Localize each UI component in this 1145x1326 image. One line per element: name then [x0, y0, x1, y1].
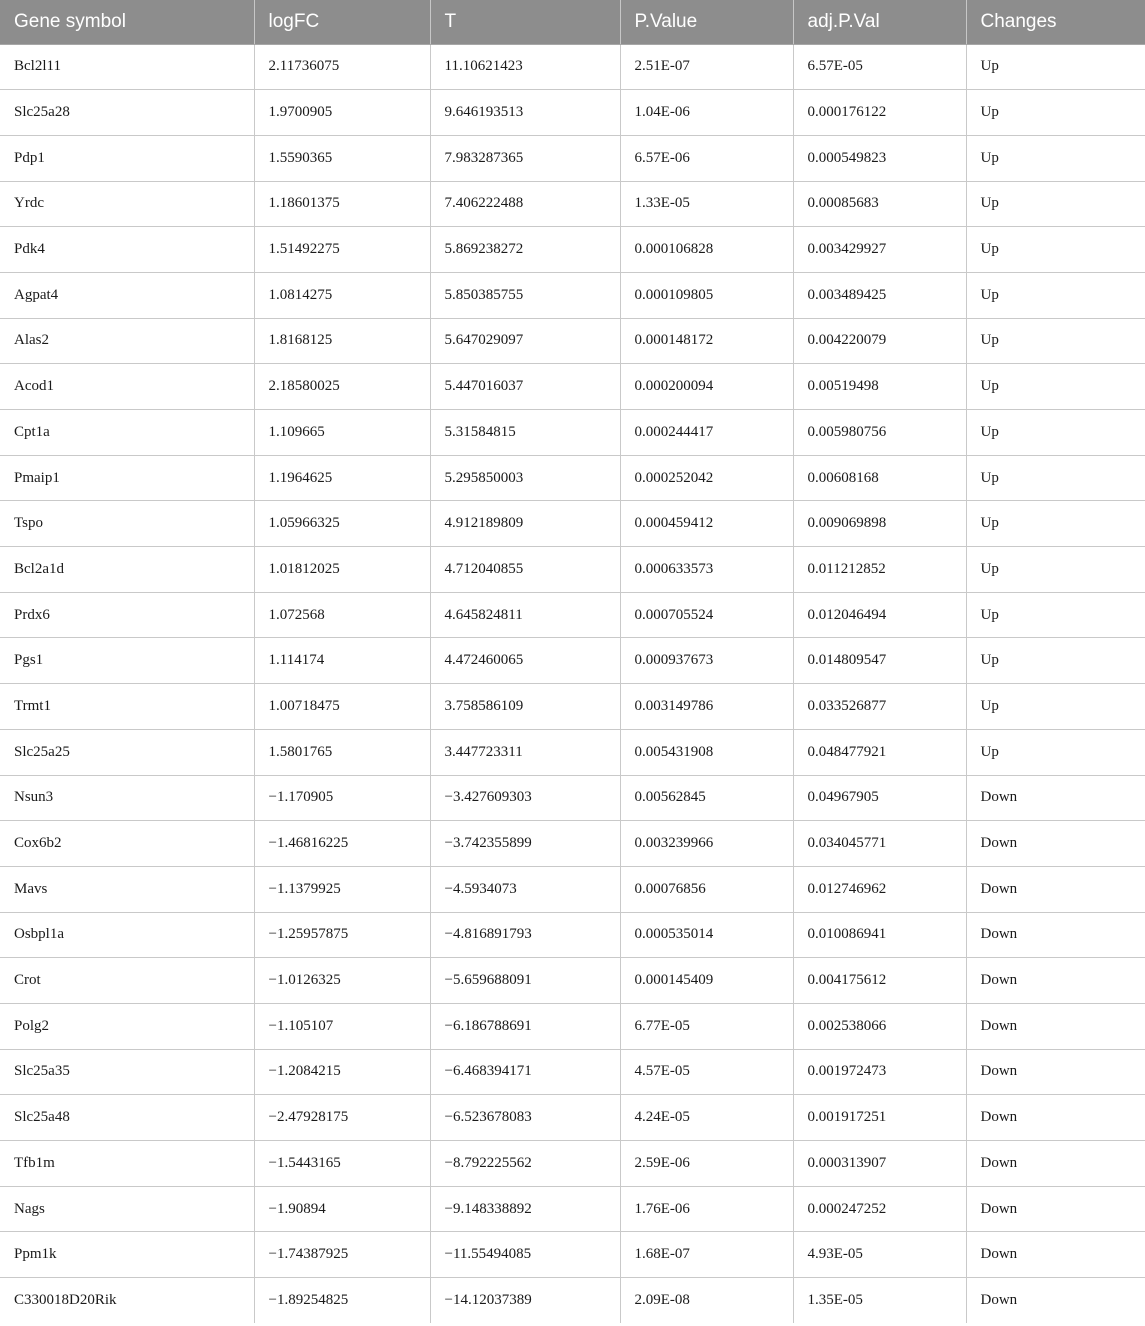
cell-p-value: 0.000459412: [620, 501, 793, 547]
cell-t: 9.646193513: [430, 90, 620, 136]
table-row: [0, 1186, 1145, 1232]
table-row: [0, 1141, 1145, 1187]
cell-changes: Up: [966, 729, 1145, 775]
cell-changes: Up: [966, 638, 1145, 684]
cell-logfc: −1.89254825: [254, 1278, 430, 1324]
cell-t: 11.10621423: [430, 44, 620, 90]
cell-adj-p-val: 0.048477921: [793, 729, 966, 775]
cell-changes: Up: [966, 90, 1145, 136]
table-row: [0, 364, 1145, 410]
table-row: [0, 135, 1145, 181]
cell-logfc: 1.5590365: [254, 135, 430, 181]
cell-p-value: 2.51E-07: [620, 44, 793, 90]
cell-t: 3.447723311: [430, 729, 620, 775]
cell-gene-symbol: Bcl2a1d: [0, 547, 254, 593]
table-row: [0, 821, 1145, 867]
cell-adj-p-val: 0.005980756: [793, 410, 966, 456]
cell-gene-symbol: Pmaip1: [0, 455, 254, 501]
cell-p-value: 1.68E-07: [620, 1232, 793, 1278]
cell-t: 4.645824811: [430, 592, 620, 638]
table-row: [0, 592, 1145, 638]
cell-logfc: 1.01812025: [254, 547, 430, 593]
header-t: T: [430, 0, 620, 44]
cell-logfc: 2.18580025: [254, 364, 430, 410]
cell-changes: Up: [966, 501, 1145, 547]
cell-gene-symbol: Trmt1: [0, 684, 254, 730]
table-row: [0, 318, 1145, 364]
cell-gene-symbol: Agpat4: [0, 272, 254, 318]
cell-t: 5.850385755: [430, 272, 620, 318]
cell-gene-symbol: C330018D20Rik: [0, 1278, 254, 1324]
cell-logfc: −1.1379925: [254, 866, 430, 912]
cell-changes: Down: [966, 866, 1145, 912]
cell-adj-p-val: 0.012046494: [793, 592, 966, 638]
cell-changes: Down: [966, 1141, 1145, 1187]
cell-logfc: −1.25957875: [254, 912, 430, 958]
cell-gene-symbol: Yrdc: [0, 181, 254, 227]
cell-changes: Down: [966, 775, 1145, 821]
cell-p-value: 0.005431908: [620, 729, 793, 775]
cell-p-value: 1.33E-05: [620, 181, 793, 227]
cell-p-value: 1.04E-06: [620, 90, 793, 136]
table-row: [0, 912, 1145, 958]
cell-gene-symbol: Alas2: [0, 318, 254, 364]
cell-t: 4.712040855: [430, 547, 620, 593]
cell-t: −8.792225562: [430, 1141, 620, 1187]
cell-adj-p-val: 0.00519498: [793, 364, 966, 410]
cell-changes: Up: [966, 364, 1145, 410]
cell-logfc: −2.47928175: [254, 1095, 430, 1141]
cell-adj-p-val: 0.002538066: [793, 1003, 966, 1049]
cell-gene-symbol: Slc25a48: [0, 1095, 254, 1141]
cell-adj-p-val: 0.009069898: [793, 501, 966, 547]
cell-p-value: 0.000252042: [620, 455, 793, 501]
cell-p-value: 0.000937673: [620, 638, 793, 684]
cell-gene-symbol: Acod1: [0, 364, 254, 410]
cell-p-value: 0.003149786: [620, 684, 793, 730]
cell-gene-symbol: Crot: [0, 958, 254, 1004]
cell-gene-symbol: Tfb1m: [0, 1141, 254, 1187]
cell-adj-p-val: 6.57E-05: [793, 44, 966, 90]
table-row: [0, 455, 1145, 501]
cell-changes: Up: [966, 684, 1145, 730]
cell-t: −6.523678083: [430, 1095, 620, 1141]
cell-p-value: 0.000109805: [620, 272, 793, 318]
table-row: [0, 638, 1145, 684]
cell-logfc: −1.5443165: [254, 1141, 430, 1187]
cell-t: −4.5934073: [430, 866, 620, 912]
cell-adj-p-val: 0.004220079: [793, 318, 966, 364]
cell-p-value: 4.57E-05: [620, 1049, 793, 1095]
cell-t: 5.647029097: [430, 318, 620, 364]
cell-adj-p-val: 0.003489425: [793, 272, 966, 318]
cell-adj-p-val: 0.001917251: [793, 1095, 966, 1141]
cell-changes: Up: [966, 227, 1145, 273]
cell-logfc: −1.90894: [254, 1186, 430, 1232]
table-row: [0, 1232, 1145, 1278]
cell-t: 4.472460065: [430, 638, 620, 684]
cell-t: 5.295850003: [430, 455, 620, 501]
cell-t: −3.427609303: [430, 775, 620, 821]
cell-changes: Down: [966, 1186, 1145, 1232]
cell-adj-p-val: 0.003429927: [793, 227, 966, 273]
header-row: [0, 0, 1145, 44]
cell-logfc: −1.74387925: [254, 1232, 430, 1278]
cell-changes: Down: [966, 1095, 1145, 1141]
header-p-value: P.Value: [620, 0, 793, 44]
cell-gene-symbol: Prdx6: [0, 592, 254, 638]
cell-t: −5.659688091: [430, 958, 620, 1004]
cell-gene-symbol: Slc25a35: [0, 1049, 254, 1095]
cell-changes: Down: [966, 1232, 1145, 1278]
cell-t: 4.912189809: [430, 501, 620, 547]
header-gene-symbol: Gene symbol: [0, 0, 254, 44]
cell-t: 5.447016037: [430, 364, 620, 410]
table-row: [0, 1049, 1145, 1095]
cell-p-value: 0.00562845: [620, 775, 793, 821]
cell-p-value: 0.000106828: [620, 227, 793, 273]
cell-adj-p-val: 0.00085683: [793, 181, 966, 227]
cell-logfc: 1.8168125: [254, 318, 430, 364]
cell-t: 7.406222488: [430, 181, 620, 227]
cell-changes: Down: [966, 912, 1145, 958]
cell-gene-symbol: Cox6b2: [0, 821, 254, 867]
cell-t: −4.816891793: [430, 912, 620, 958]
table-row: [0, 272, 1145, 318]
cell-adj-p-val: 0.012746962: [793, 866, 966, 912]
cell-gene-symbol: Pdk4: [0, 227, 254, 273]
cell-logfc: 1.109665: [254, 410, 430, 456]
table-row: [0, 501, 1145, 547]
cell-t: 5.31584815: [430, 410, 620, 456]
cell-p-value: 0.000200094: [620, 364, 793, 410]
cell-gene-symbol: Polg2: [0, 1003, 254, 1049]
cell-changes: Down: [980, 1292, 1018, 1309]
cell-adj-p-val: 0.000176122: [793, 90, 966, 136]
cell-p-value: 2.09E-08: [620, 1278, 793, 1324]
cell-t: 5.869238272: [430, 227, 620, 273]
table-row: [0, 227, 1145, 273]
table-row: [0, 1095, 1145, 1141]
cell-p-value: 0.000145409: [620, 958, 793, 1004]
cell-adj-p-val: 0.04967905: [793, 775, 966, 821]
cell-gene-symbol: Pdp1: [0, 135, 254, 181]
cell-changes: Up: [966, 272, 1145, 318]
cell-adj-p-val: 0.004175612: [793, 958, 966, 1004]
cell-changes: Up: [966, 181, 1145, 227]
cell-changes: Up: [966, 547, 1145, 593]
cell-gene-symbol: Nsun3: [0, 775, 254, 821]
cell-gene-symbol: Slc25a25: [0, 729, 254, 775]
cell-changes: Up: [966, 318, 1145, 364]
cell-logfc: 1.1964625: [254, 455, 430, 501]
cell-t: 7.983287365: [430, 135, 620, 181]
cell-changes: Up: [966, 135, 1145, 181]
cell-adj-p-val: 0.000313907: [793, 1141, 966, 1187]
cell-t: −14.12037389: [430, 1278, 620, 1324]
cell-logfc: 1.0814275: [254, 272, 430, 318]
table-row: [0, 958, 1145, 1004]
cell-logfc: 1.05966325: [254, 501, 430, 547]
cell-t: −9.148338892: [430, 1186, 620, 1232]
cell-gene-symbol: Tspo: [0, 501, 254, 547]
cell-changes: Up: [966, 44, 1145, 90]
cell-gene-symbol: Osbpl1a: [0, 912, 254, 958]
cell-p-value: 0.000535014: [620, 912, 793, 958]
cell-t: −3.742355899: [430, 821, 620, 867]
table-row: [0, 44, 1145, 90]
table-row: [0, 181, 1145, 227]
cell-p-value: 2.59E-06: [620, 1141, 793, 1187]
cell-logfc: 1.18601375: [254, 181, 430, 227]
cell-gene-symbol: Ppm1k: [0, 1232, 254, 1278]
cell-adj-p-val: 0.033526877: [793, 684, 966, 730]
header-changes: Changes: [966, 0, 1145, 44]
cell-gene-symbol: Bcl2l11: [0, 44, 254, 90]
table-row: [0, 410, 1145, 456]
cell-p-value: 6.77E-05: [620, 1003, 793, 1049]
table-row: [0, 1278, 1145, 1324]
cell-changes: Down: [966, 958, 1145, 1004]
cell-gene-symbol: Cpt1a: [0, 410, 254, 456]
cell-adj-p-val: 0.034045771: [793, 821, 966, 867]
cell-logfc: −1.2084215: [254, 1049, 430, 1095]
cell-p-value: 0.003239966: [620, 821, 793, 867]
cell-p-value: 1.76E-06: [620, 1186, 793, 1232]
table-row: [0, 775, 1145, 821]
cell-t: −11.55494085: [430, 1232, 620, 1278]
header-logfc: logFC: [254, 0, 430, 44]
cell-t: −6.186788691: [430, 1003, 620, 1049]
cell-changes: Down: [966, 821, 1145, 867]
cell-adj-p-val: 0.000247252: [793, 1186, 966, 1232]
cell-adj-p-val: 4.93E-05: [793, 1232, 966, 1278]
cell-adj-p-val: 0.001972473: [793, 1049, 966, 1095]
table-header: [0, 0, 1145, 44]
table-row: [0, 866, 1145, 912]
cell-logfc: −1.170905: [254, 775, 430, 821]
cell-logfc: 2.11736075: [254, 44, 430, 90]
table-row: [0, 547, 1145, 593]
cell-changes: Up: [966, 410, 1145, 456]
cell-p-value: 0.000633573: [620, 547, 793, 593]
cell-logfc: 1.9700905: [254, 90, 430, 136]
cell-p-value: 6.57E-06: [620, 135, 793, 181]
table-row: [0, 90, 1145, 136]
cell-t: −6.468394171: [430, 1049, 620, 1095]
cell-p-value: 0.00076856: [620, 866, 793, 912]
cell-p-value: 0.000148172: [620, 318, 793, 364]
cell-logfc: −1.0126325: [254, 958, 430, 1004]
cell-adj-p-val: 0.00608168: [793, 455, 966, 501]
cell-changes: Down: [966, 1003, 1145, 1049]
cell-gene-symbol: Nags: [0, 1186, 254, 1232]
table-row: [0, 684, 1145, 730]
cell-logfc: 1.5801765: [254, 729, 430, 775]
table-row: [0, 729, 1145, 775]
cell-adj-p-val: 0.011212852: [793, 547, 966, 593]
cell-adj-p-val: 0.014809547: [793, 638, 966, 684]
cell-changes: Down: [966, 1049, 1145, 1095]
cell-adj-p-val: 0.000549823: [793, 135, 966, 181]
cell-p-value: 0.000705524: [620, 592, 793, 638]
cell-adj-p-val: 1.35E-05: [793, 1278, 966, 1324]
cell-p-value: 0.000244417: [620, 410, 793, 456]
cell-logfc: 1.114174: [254, 638, 430, 684]
cell-logfc: 1.51492275: [254, 227, 430, 273]
cell-gene-symbol: Mavs: [0, 866, 254, 912]
cell-changes: Up: [966, 455, 1145, 501]
cell-gene-symbol: Pgs1: [0, 638, 254, 684]
cell-logfc: −1.46816225: [254, 821, 430, 867]
cell-gene-symbol: Slc25a28: [0, 90, 254, 136]
cell-adj-p-val: 0.010086941: [793, 912, 966, 958]
cell-logfc: 1.00718475: [254, 684, 430, 730]
cell-p-value: 4.24E-05: [620, 1095, 793, 1141]
table-row: [0, 1003, 1145, 1049]
cell-logfc: −1.105107: [254, 1003, 430, 1049]
header-adj-p-val: adj.P.Val: [793, 0, 966, 44]
cell-changes: Up: [966, 592, 1145, 638]
cell-logfc: 1.072568: [254, 592, 430, 638]
table-body: [0, 44, 1145, 1323]
cell-t: 3.758586109: [430, 684, 620, 730]
